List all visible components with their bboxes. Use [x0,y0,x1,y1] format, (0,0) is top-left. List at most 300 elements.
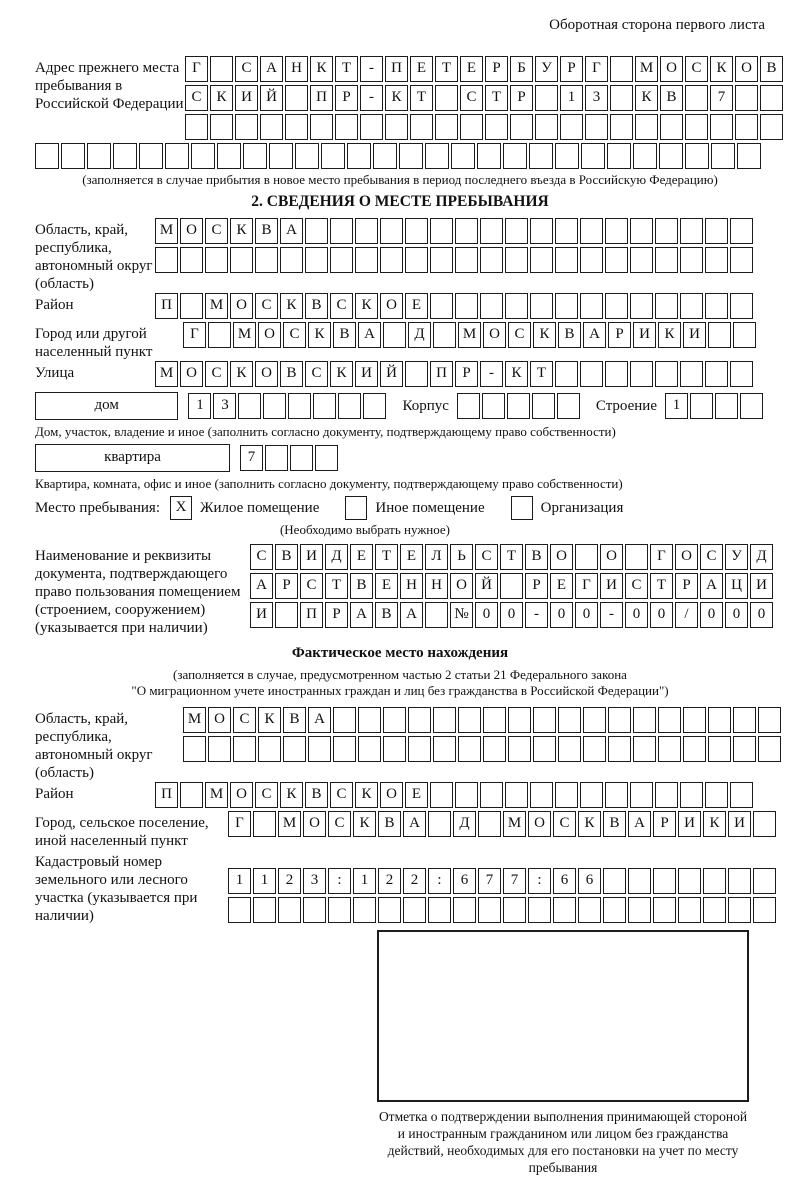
char-cell [678,897,701,923]
char-cell: С [625,573,648,599]
char-cell [705,218,728,244]
char-cell [605,218,628,244]
char-cell [210,56,233,82]
char-cell [455,247,478,273]
char-cell [180,293,203,319]
char-cell [507,393,530,419]
char-cell [355,247,378,273]
char-cell: И [600,573,623,599]
char-cell [580,293,603,319]
char-cell [737,143,761,169]
char-cell: - [600,602,623,628]
char-cell: Н [285,56,308,82]
char-cell [430,293,453,319]
house-field [35,392,765,420]
char-cell [358,707,381,733]
char-cell [680,218,703,244]
char-cell: В [255,218,278,244]
char-cell [278,897,301,923]
char-cell [310,114,333,140]
char-cell [730,293,753,319]
char-cell: В [603,811,626,837]
char-cell [308,736,331,762]
char-cell [532,393,555,419]
char-cell: О [735,56,758,82]
char-cell: К [308,322,331,348]
char-cell: П [155,782,178,808]
char-cell [730,782,753,808]
confirmation-stamp-box [377,930,749,1102]
char-cell [705,782,728,808]
char-cell [658,707,681,733]
char-cell [630,782,653,808]
char-cell [728,868,751,894]
char-cell [380,247,403,273]
char-cell [555,782,578,808]
prev-address-note: (заполняется в случае прибытия в новое место пребывания в период последнего въезда в Российскую Федерацию) [82,172,718,187]
char-cell: Е [375,573,398,599]
char-cell: 6 [553,868,576,894]
prev-address-row-2 [185,85,785,111]
char-cell [403,897,426,923]
char-cell: М [205,782,228,808]
char-cell: Т [650,573,673,599]
char-cell: К [635,85,658,111]
char-cell [535,114,558,140]
char-cell [655,293,678,319]
char-cell [703,897,726,923]
char-cell: К [280,293,303,319]
char-cell: Е [350,544,373,570]
char-cell: А [400,602,423,628]
char-cell: К [658,322,681,348]
char-cell [505,293,528,319]
char-cell [535,85,558,111]
char-cell [183,736,206,762]
char-cell [603,897,626,923]
char-cell [733,736,756,762]
char-cell [408,707,431,733]
actual-region-field [35,707,765,782]
char-cell: В [305,293,328,319]
char-cell [705,361,728,387]
char-cell: Р [485,56,508,82]
char-cell: П [385,56,408,82]
street-label: Улица [35,365,75,381]
char-cell [678,868,701,894]
char-cell [710,114,733,140]
char-cell: Г [650,544,673,570]
char-cell [378,897,401,923]
char-cell: В [280,361,303,387]
char-cell [363,393,386,419]
char-cell: И [300,544,323,570]
char-cell [740,393,763,419]
char-cell [205,247,228,273]
actual-city-row [228,811,778,837]
char-cell: К [330,361,353,387]
char-cell [435,85,458,111]
char-cell: Е [410,56,433,82]
char-cell [335,114,358,140]
street-row [155,361,755,387]
char-cell [208,322,231,348]
char-cell [180,782,203,808]
char-cell [290,445,313,471]
char-cell [505,247,528,273]
char-cell [305,218,328,244]
char-cell [553,897,576,923]
char-cell [233,736,256,762]
char-cell: Н [425,573,448,599]
char-cell [529,143,553,169]
char-cell [508,736,531,762]
char-cell: А [350,602,373,628]
char-cell [428,811,451,837]
char-cell: Т [485,85,508,111]
char-cell: М [233,322,256,348]
char-cell [530,782,553,808]
char-cell: О [180,361,203,387]
char-cell: К [355,293,378,319]
char-cell [185,114,208,140]
char-cell: С [328,811,351,837]
char-cell [753,897,776,923]
char-cell [578,897,601,923]
char-cell: М [458,322,481,348]
korpus-label: Корпус [402,397,449,414]
char-cell [258,736,281,762]
char-cell [165,143,189,169]
char-cell: Ц [725,573,748,599]
char-cell [208,736,231,762]
char-cell [610,56,633,82]
char-cell [210,114,233,140]
char-cell [217,143,241,169]
char-cell [603,868,626,894]
stay-option-organization-checkbox [511,496,533,520]
stay-option-organization-label: Организация [540,499,624,516]
char-cell [680,293,703,319]
stay-option-residential-label: Жилое помещение [200,499,320,516]
char-cell: К [533,322,556,348]
char-cell [555,293,578,319]
district-field [35,293,765,322]
char-cell: Г [185,56,208,82]
char-cell: И [355,361,378,387]
char-cell [528,897,551,923]
char-cell: Р [525,573,548,599]
char-cell: 2 [378,868,401,894]
apartment-field [35,444,765,472]
char-cell [500,573,523,599]
char-cell [383,322,406,348]
prev-address-overflow-row [35,143,765,169]
char-cell [280,247,303,273]
char-cell [477,143,501,169]
char-cell [758,707,781,733]
char-cell: М [278,811,301,837]
ownership-document-row-2 [250,573,775,599]
char-cell: О [255,361,278,387]
actual-region-row-1 [183,707,783,733]
char-cell: Й [475,573,498,599]
char-cell [405,218,428,244]
char-cell [275,602,298,628]
char-cell [87,143,111,169]
char-cell [653,897,676,923]
char-cell: 3 [303,868,326,894]
char-cell [605,247,628,273]
char-cell [455,218,478,244]
region-row-1 [155,218,765,244]
char-cell: П [310,85,333,111]
char-cell: 7 [478,868,501,894]
actual-region-row-2 [183,736,783,762]
char-cell [480,247,503,273]
char-cell [263,393,286,419]
char-cell [583,736,606,762]
char-cell: С [305,361,328,387]
char-cell: С [255,293,278,319]
char-cell: К [703,811,726,837]
char-cell [408,736,431,762]
char-cell: 6 [453,868,476,894]
char-cell [460,114,483,140]
district-label: Район [35,297,74,313]
char-cell [690,393,713,419]
char-cell [433,736,456,762]
char-cell [285,114,308,140]
char-cell [238,393,261,419]
char-cell [425,602,448,628]
apartment-note: Квартира, комната, офис и иное (заполнить согласно документу, подтверждающему право собственности) [35,476,623,491]
stroenie-row [665,393,765,419]
char-cell: : [528,868,551,894]
char-cell [338,393,361,419]
char-cell [533,707,556,733]
char-cell: В [378,811,401,837]
char-cell [655,247,678,273]
char-cell [253,811,276,837]
char-cell: Б [510,56,533,82]
char-cell [435,114,458,140]
char-cell: Р [560,56,583,82]
house-number-row [188,393,388,419]
actual-city-field [35,811,765,850]
char-cell: С [185,85,208,111]
char-cell [433,322,456,348]
char-cell: Й [380,361,403,387]
char-cell [580,361,603,387]
char-cell: 2 [278,868,301,894]
char-cell: К [230,361,253,387]
stay-type-label: Место пребывания: [35,499,160,516]
char-cell: Р [275,573,298,599]
char-cell [480,293,503,319]
char-cell: Т [410,85,433,111]
char-cell [139,143,163,169]
char-cell: 0 [725,602,748,628]
char-cell [530,293,553,319]
char-cell [428,897,451,923]
char-cell: В [760,56,783,82]
char-cell [557,393,580,419]
korpus-row [457,393,582,419]
char-cell [760,85,783,111]
char-cell [305,247,328,273]
actual-location-note-line2: "О миграционном учете иностранных граждан и лиц без гражданства в Российской Федерации") [131,683,669,698]
char-cell [333,707,356,733]
char-cell [705,247,728,273]
char-cell [453,897,476,923]
char-cell: 1 [560,85,583,111]
char-cell: 0 [625,602,648,628]
char-cell: В [375,602,398,628]
city-label: Город или другой населенный пункт [35,326,153,360]
char-cell [733,707,756,733]
char-cell [608,736,631,762]
char-cell [580,218,603,244]
char-cell: И [235,85,258,111]
char-cell: 1 [228,868,251,894]
char-cell: 0 [650,602,673,628]
char-cell: Р [335,85,358,111]
char-cell: В [660,85,683,111]
char-cell [347,143,371,169]
char-cell: С [553,811,576,837]
cadastral-label: Кадастровый номер земельного или лесного участка (указывается при наличии) [35,854,198,924]
char-cell [61,143,85,169]
char-cell: 0 [475,602,498,628]
char-cell: 0 [575,602,598,628]
char-cell: М [155,218,178,244]
street-field [35,361,765,390]
char-cell: В [333,322,356,348]
char-cell [680,782,703,808]
char-cell [333,736,356,762]
char-cell [478,897,501,923]
char-cell: О [380,782,403,808]
char-cell: Т [435,56,458,82]
char-cell: В [305,782,328,808]
char-cell [483,707,506,733]
char-cell [630,218,653,244]
char-cell [683,736,706,762]
char-cell: О [303,811,326,837]
char-cell [285,85,308,111]
char-cell: Й [260,85,283,111]
char-cell [430,247,453,273]
char-cell: П [300,602,323,628]
char-cell: Е [400,544,423,570]
char-cell: И [728,811,751,837]
char-cell [655,218,678,244]
char-cell: И [750,573,773,599]
char-cell [630,247,653,273]
char-cell [715,393,738,419]
char-cell: О [208,707,231,733]
char-cell: О [675,544,698,570]
char-cell: К [385,85,408,111]
char-cell [483,736,506,762]
char-cell: М [155,361,178,387]
char-cell [330,218,353,244]
char-cell: : [328,868,351,894]
char-cell: : [428,868,451,894]
ownership-document-label: Наименование и реквизиты документа, подтверждающего право пользования помещением (строением, сооружением) (указывается при наличии) [35,548,241,636]
char-cell [353,897,376,923]
char-cell: С [233,707,256,733]
char-cell [630,293,653,319]
char-cell [399,143,423,169]
stay-type-field [35,496,765,520]
char-cell: Е [550,573,573,599]
char-cell [605,361,628,387]
char-cell: П [430,361,453,387]
char-cell [655,361,678,387]
char-cell [625,544,648,570]
char-cell [605,293,628,319]
confirmation-stamp-caption: Отметка о подтверждении выполнения принимающей стороной и иностранным гражданином или лицом без гражданства действий, необходимых для его постановки на учет по месту пребывания [378,1109,748,1175]
char-cell: 0 [700,602,723,628]
char-cell [383,736,406,762]
char-cell [610,114,633,140]
region-row-2 [155,247,765,273]
char-cell [708,322,731,348]
char-cell [288,393,311,419]
char-cell: - [480,361,503,387]
char-cell [730,247,753,273]
char-cell: У [535,56,558,82]
char-cell: Т [325,573,348,599]
char-cell [383,707,406,733]
char-cell [711,143,735,169]
char-cell [155,247,178,273]
char-cell [505,782,528,808]
char-cell: А [700,573,723,599]
char-cell [113,143,137,169]
char-cell: В [275,544,298,570]
char-cell: 7 [503,868,526,894]
city-field [35,322,765,361]
char-cell: Р [455,361,478,387]
char-cell [728,897,751,923]
char-cell: С [283,322,306,348]
char-cell: А [250,573,273,599]
char-cell: Е [460,56,483,82]
char-cell [235,114,258,140]
char-cell: Р [608,322,631,348]
char-cell: В [350,573,373,599]
char-cell: А [403,811,426,837]
char-cell [482,393,505,419]
char-cell [330,247,353,273]
char-cell [558,736,581,762]
char-cell: Ь [450,544,473,570]
char-cell [253,897,276,923]
char-cell: К [355,782,378,808]
char-cell [560,114,583,140]
char-cell [405,247,428,273]
char-cell: И [250,602,273,628]
char-cell [455,293,478,319]
actual-city-label: Город, сельское поселение, иной населенный пункт [35,815,209,849]
actual-district-label: Район [35,786,74,802]
char-cell: К [505,361,528,387]
char-cell [680,247,703,273]
char-cell: О [230,293,253,319]
